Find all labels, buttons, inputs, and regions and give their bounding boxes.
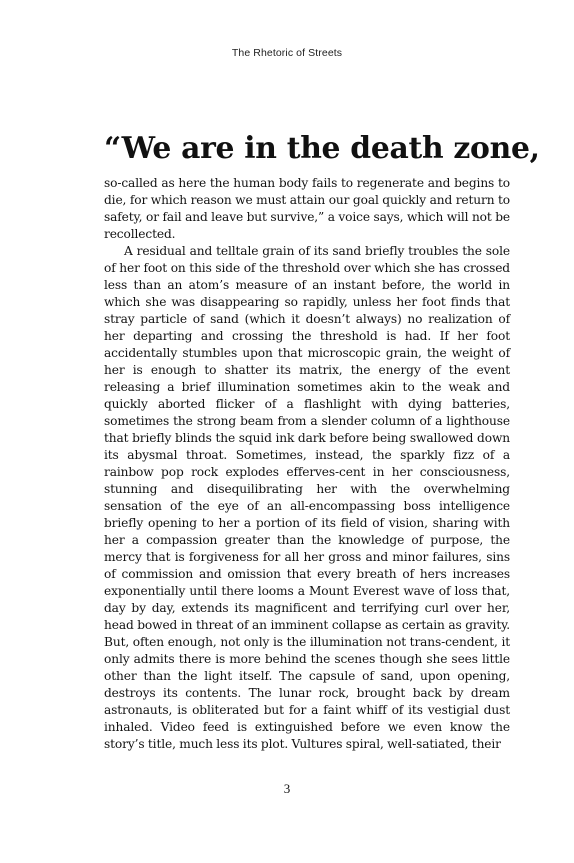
page-number: 3	[283, 781, 291, 796]
running-head: The Rhetoric of Streets	[231, 47, 343, 59]
chapter-heading: “We are in the death zone,	[104, 131, 540, 166]
page-body	[104, 129, 540, 753]
paragraph: A residual and telltale grain of its sand briefly troubles the sole of her foot on this side of the threshold over which she has crossed less than an atom’s measure of an instant before, the world in which she was disappearing so rapidly, unless her foot finds that stray particle of sand (which it doesn’t always) no realization of her departing and crossing the threshold is had. If her foot accidentally stumbles upon that microscopic grain, the weight of her is enough to shatter its matrix, the energy of the event releasing a brief illumination sometimes akin to the weak and quickly aborted flicker of a flashlight with dying batteries, sometimes the strong beam from a slender column of a lighthouse that briefly blinds the squid ink dark before being swallowed down its abysmal throat. Sometimes, instead, the sparkly fizz of a rainbow pop rock explodes efferves-cent in her consciousness, stunning and disequilibrating her with the overwhelming sensation of the eye of an all-encompassing boss intelligence briefly opening to her a portion of its field of vision, sharing with her a compassion greater than the knowledge of purpose, the mercy that is forgiveness for all her gross and minor failures, sins of commission and omission that every breath of hers increases exponentially until there looms a Mount Everest wave of loss that, day by day, extends its magnificent and terrifying curl over her, head bowed in threat of an imminent collapse as certain as gravity. But, often enough, not only is the illumination not trans-cendent, it only admits there is more behind the scenes though she sees little other than the light itself. The capsule of sand, upon opening, destroys its contents. The lunar rock, brought back by dream astronauts, is obliterated but for a faint whiff of its vestigial dust inhaled. Video feed is extinguished before we even know the story’s title, much less its plot. Vultures spiral, well-satiated, their	[104, 244, 510, 751]
paragraph-continued: so-called as here the human body fails to regenerate and begins to die, for which reason we must attain our goal quickly and return to safety, or fail and leave but survive,” a voice says, which will not be recollected.	[104, 176, 510, 241]
